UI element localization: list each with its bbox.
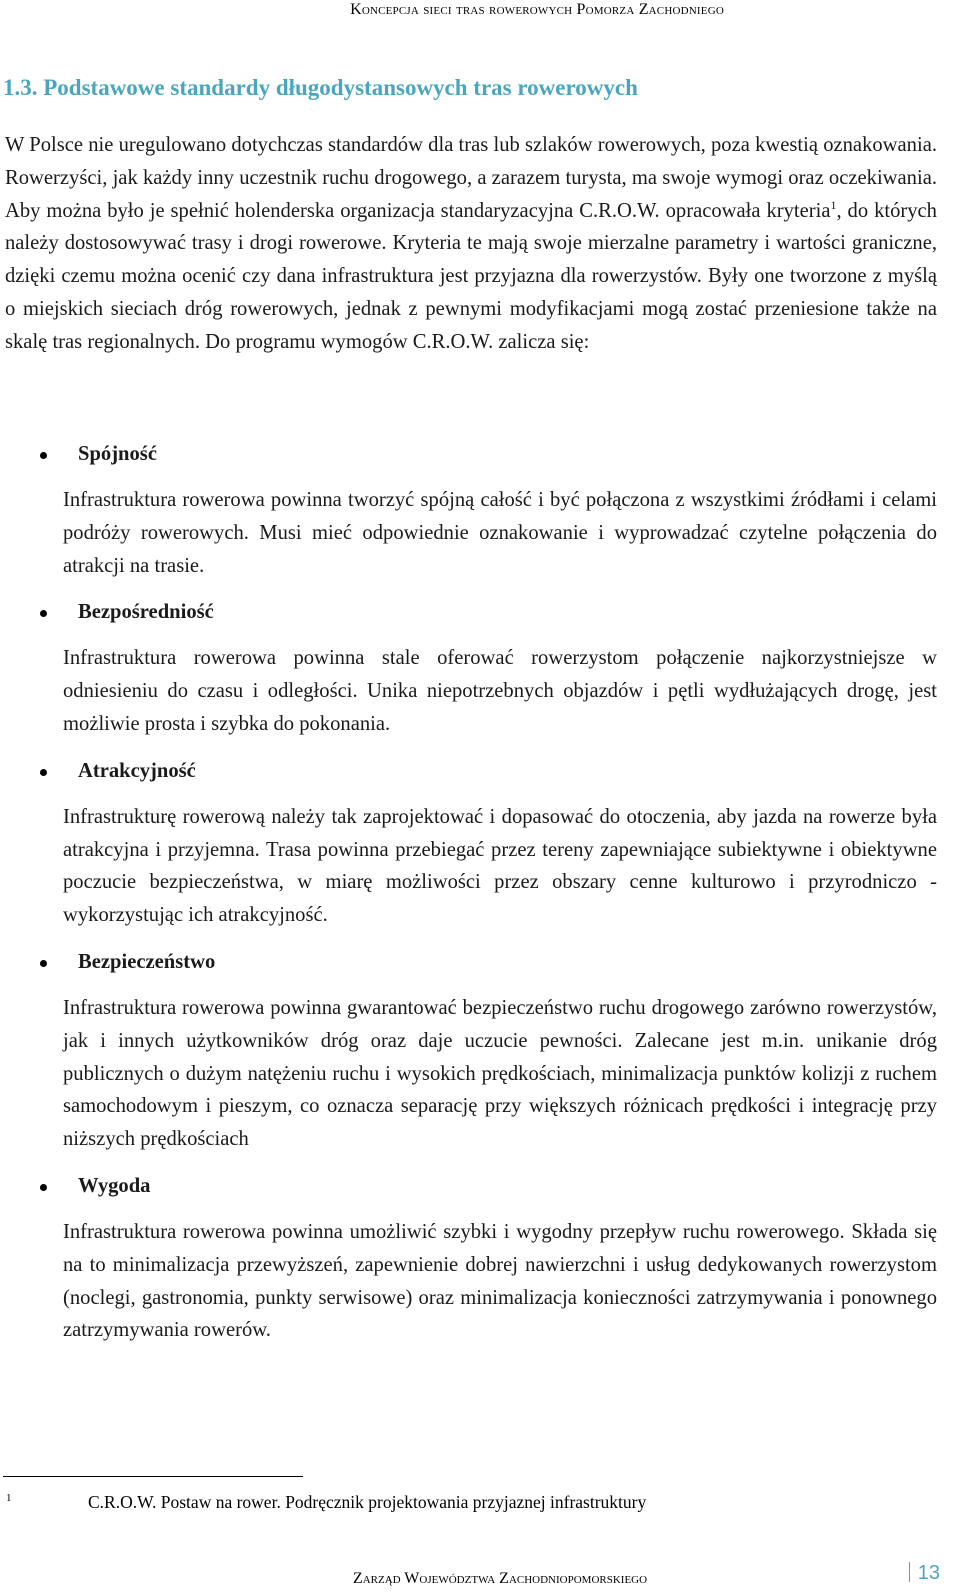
running-header: Koncepcja sieci tras rowerowych Pomorza Zachodniego [350, 1, 724, 18]
criterion-title [78, 1170, 960, 1202]
bullet-icon [40, 1184, 47, 1191]
criterion-description: Infrastruktura rowerowa powinna umożliwić szybki i wygodny przepływ ruchu rowerowego. Składa się na to minimalizacja przewyższeń, zapewnienie dobrej nawierzchni i usług dedykowanych rowerzystom (noclegi, gastronomia, punkty serwisowe) oraz minimalizacja konieczności zatrzymywania i ponownego zatrzymywania rowerów. [63, 1220, 937, 1342]
footnote-divider [3, 1476, 303, 1477]
criterion-title-text: Spójność [78, 443, 157, 465]
intro-text-part-1: W Polsce nie uregulowano dotychczas standardów dla tras lub szlaków rowerowych, poza kwestią oznakowania. Rowerzyści, jak każdy inny uczestnik ruchu drogowego, a zarazem turysta, ma swoje wymogi oraz oczekiwania. Aby można było je spełnić holenderska organizacja standaryzacyjna C.R.O.W. opracowała kryteria [5, 134, 937, 222]
criterion-item [0, 755, 960, 932]
criterion-title [78, 596, 960, 628]
bullet-icon [40, 452, 47, 459]
criterion-item [0, 438, 960, 582]
criterion-title-text: Atrakcyjność [78, 759, 196, 782]
criterion-item [0, 596, 960, 740]
running-footer: Zarząd Województwa Zachodniopomorskiego [352, 1570, 648, 1587]
criterion-title [78, 438, 960, 470]
criterion-description: Infrastruktura rowerowa powinna stale oferować rowerzystom połączenie najkorzystniejsze w odniesieniu do czasu i odległości. Unika niepotrzebnych objazdów i pętli wydłużających drogę, jest możliwie prosta i szybka do pokonania. [63, 647, 937, 735]
bullet-icon [40, 960, 47, 967]
footnote-number: 1 [6, 1492, 12, 1504]
page-number-bar [909, 1562, 910, 1582]
footnote-reference[interactable]: 1 [830, 197, 837, 212]
criterion-description: Infrastruktura rowerowa powinna tworzyć spójną całość i być połączona z wszystkimi źródłami i celami podróży rowerowych. Musi mieć odpowiednie oznakowanie i wyprowadzać czytelne połączenia do atrakcji na trasie. [63, 489, 937, 577]
criterion-title-text: Wygoda [78, 1174, 151, 1197]
criterion-title [78, 755, 960, 787]
criterion-item [0, 946, 960, 1156]
criterion-title-text: Bezpieczeństwo [78, 950, 216, 973]
bullet-icon [40, 769, 47, 776]
bullet-icon [40, 610, 47, 617]
criterion-description: Infrastruktura rowerowa powinna gwarantować bezpieczeństwo ruchu drogowego zarówno rowerzystów, jak i innych użytkowników dróg oraz daje uczucie pewności. Zalecane jest m.in. unikanie dróg publicznych o dużym natężeniu ruchu i wysokich prędkościach, minimalizacja punktów kolizji z ruchem samochodowym i pieszym, co oznacza separację przy większych różnicach prędkości i integrację przy niższych prędkościach [63, 996, 937, 1151]
page-number [909, 1560, 940, 1586]
intro-paragraph [5, 129, 937, 359]
footnote-text: C.R.O.W. Postaw na rower. Podręcznik projektowania przyjaznej infrastruktury [88, 1492, 647, 1512]
criterion-item [0, 1170, 960, 1347]
intro-text-part-2: , do których należy dostosowywać trasy i drogi rowerowe. Kryteria te mają swoje mierzalne parametry i wartości graniczne, dzięki czemu można ocenić czy dana infrastruktura jest przyjazna dla rowerzystów. Były one tworzone z myślą o miejskich sieciach dróg rowerowych, jednak z pewnymi modyfikacjami mogą zostać przeniesione także na skalę tras regionalnych. Do programu wymogów C.R.O.W. zalicza się: [5, 199, 937, 353]
section-heading: 1.3. Podstawowe standardy długodystansowych tras rowerowych [3, 75, 638, 100]
criterion-title [78, 946, 960, 978]
criteria-list [0, 438, 960, 1347]
criterion-title-text: Bezpośredniość [78, 601, 214, 624]
page-number-text: 13 [917, 1562, 940, 1584]
criterion-description: Infrastrukturę rowerową należy tak zaprojektować i dopasować do otoczenia, aby jazda na rowerze była atrakcyjna i przyjemna. Trasa powinna przebiegać przez tereny zapewniające subiektywne i obiektywne poczucie bezpieczeństwa, w miarę możliwości przez obszary cenne kulturowo i przyrodniczo - wykorzystując ich atrakcyjność. [63, 805, 937, 927]
